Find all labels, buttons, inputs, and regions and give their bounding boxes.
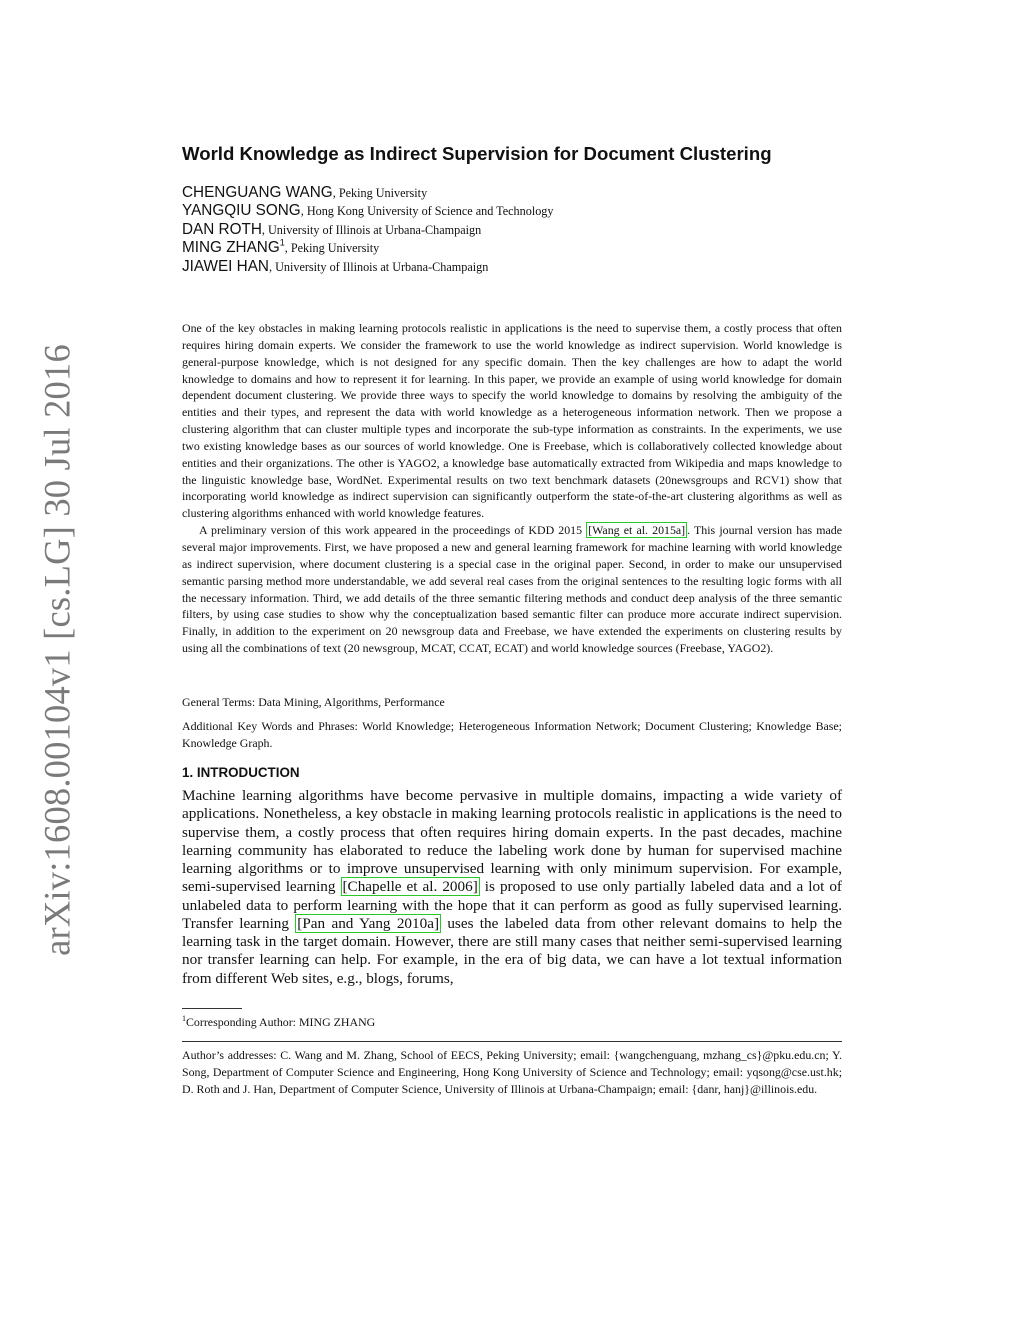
author-name: YANGQIU SONG [182,202,301,220]
author-name: JIAWEI HAN [182,257,269,275]
author-affiliation: , University of Illinois at Urbana-Champaign [268,259,489,274]
text-span: A preliminary version of this work appeared in the proceedings of KDD 2015 [199,523,587,538]
address-divider [182,1041,842,1042]
author-affiliation: , Hong Kong University of Science and Technology [300,204,554,219]
intro-paragraph [182,787,842,988]
author-name: CHENGUANG WANG [182,184,333,201]
footnote-text: Corresponding Author: MING ZHANG [186,1014,376,1029]
citation-link[interactable]: [Pan and Yang 2010a] [297,914,440,932]
author-list [182,184,842,276]
author-line [182,184,842,202]
citation-link[interactable]: [Wang et al. 2015a] [588,523,686,538]
footnote-marker: 1 [182,1014,186,1023]
author-affiliation: , Peking University [332,186,428,200]
author-affiliation: , University of Illinois at Urbana-Champaign [261,222,482,237]
citation-link[interactable]: [Chapelle et al. 2006] [342,878,478,896]
footnote-marker: 1 [279,237,285,248]
text-span: uses the labeled data from other relevant domains to help the learning task in the target domain. However, there are still many cases that neither semi-supervised learning nor transfer learning can help. For example, in the era of big data, we can have a lot textual information from different Web sites, e.g., blogs, forums, [182,914,842,987]
abstract-paragraph: One of the key obstacles in making learning protocols realistic in applications is the need to supervise them, a costly process that often requires hiring domain experts. We consider the framework to use the world knowledge as indirect supervision. World knowledge is general-purpose knowledge, which is not designed for any specific domain. Then the key challenges are how to adapt the world knowledge to domains and how to represent it for learning. In this paper, we provide an example of using world knowledge for domain dependent document clustering. We provide three ways to specify the world knowledge to domains by resolving the ambiguity of the entities and their types, and represent the data with world knowledge as a heterogeneous information network. Then we propose a clustering algorithm that can cluster multiple types and incorporate the sub-type information as constraints. In the experiments, we use two existing knowledge bases as our sources of world knowledge. One is Freebase, which is collaboratively collected knowledge about entities and their organizations. The other is YAGO2, a knowledge base automatically extracted from Wikipedia and maps knowledge to the linguistic knowledge base, WordNet. Experimental results on two text benchmark datasets (20newsgroups and RCV1) show that incorporating world knowledge as indirect supervision can significantly outperform the state-of-the-art clustering algorithms as well as clustering algorithms enhanced with world knowledge features. [182,321,842,521]
author-line [182,221,842,239]
footnote-divider [182,1008,242,1009]
text-span: . This journal version has made several major improvements. First, we have proposed a new and general learning framework for machine learning with world knowledge as indirect supervision, where document clustering is a special case in the original paper. Second, in order to make our unsupervised semantic parsing method more understandable, we add several real cases from the original sentences to the resulting logic forms with all the necessary information. Third, we add details of the three semantic filtering methods and conduct deep analysis of the three semantic filters, by using case studies to show why the conceptualization based semantic filter can produce more accurate indirect supervision. Finally, in addition to the experiment on 20 newsgroup data and Freebase, we have extended the experiments on clustering results by using all the combinations of text (20 newsgroup, MCAT, CCAT, ECAT) and world knowledge sources (Freebase, YAGO2). [182,523,842,656]
general-terms: General Terms: Data Mining, Algorithms, Performance [182,695,445,709]
author-name: MING ZHANG [182,239,280,257]
arxiv-identifier-stamp: arXiv:1608.00104v1 [cs.LG] 30 Jul 2016 [36,344,78,956]
paper-title: World Knowledge as Indirect Supervision for Document Clustering [182,143,772,164]
text-span: is proposed to use only partially labeled data and a lot of unlabeled data to perform learning with the hope that it can perform as good as fully supervised learning. Transfer learning [182,878,842,932]
author-affiliation: , Peking University [284,241,380,256]
text-span: Machine learning algorithms have become pervasive in multiple domains, impacting a wide variety of applications. Nonetheless, a key obstacle in making learning protocols realistic in applications is the need to supervise them, a costly process that often requires hiring domain experts. In the past decades, machine learning community has elaborated to reduce the labeling work done by human for supervised machine learning algorithms or to improve unsupervised learning with only minimum supervision. For example, semi-supervised learning [182,787,842,896]
author-addresses: Author’s addresses: C. Wang and M. Zhang, School of EECS, Peking University; email: {wangchenguang, mzhang_cs}@pku.edu.cn; Y. Song, Department of Computer Science and Engineering, Hong Kong University of Science and Technology; email: yqsong@cse.ust.hk; D. Roth and J. Han, Department of Computer Science, University of Illinois at Urbana-Champaign; email: {danr, hanj}@illinois.edu. [182,1048,842,1096]
author-line [182,239,842,257]
author-line [182,258,842,276]
footnote [182,1014,842,1030]
abstract [182,320,842,657]
abstract-version-note [182,522,842,657]
author-line [182,202,842,220]
keywords: Additional Key Words and Phrases: World Knowledge; Heterogeneous Information Network; Document Clustering; Knowledge Base; Knowledge Graph. [182,719,842,750]
section-heading: 1. INTRODUCTION [182,765,300,780]
author-name: DAN ROTH [182,220,262,238]
